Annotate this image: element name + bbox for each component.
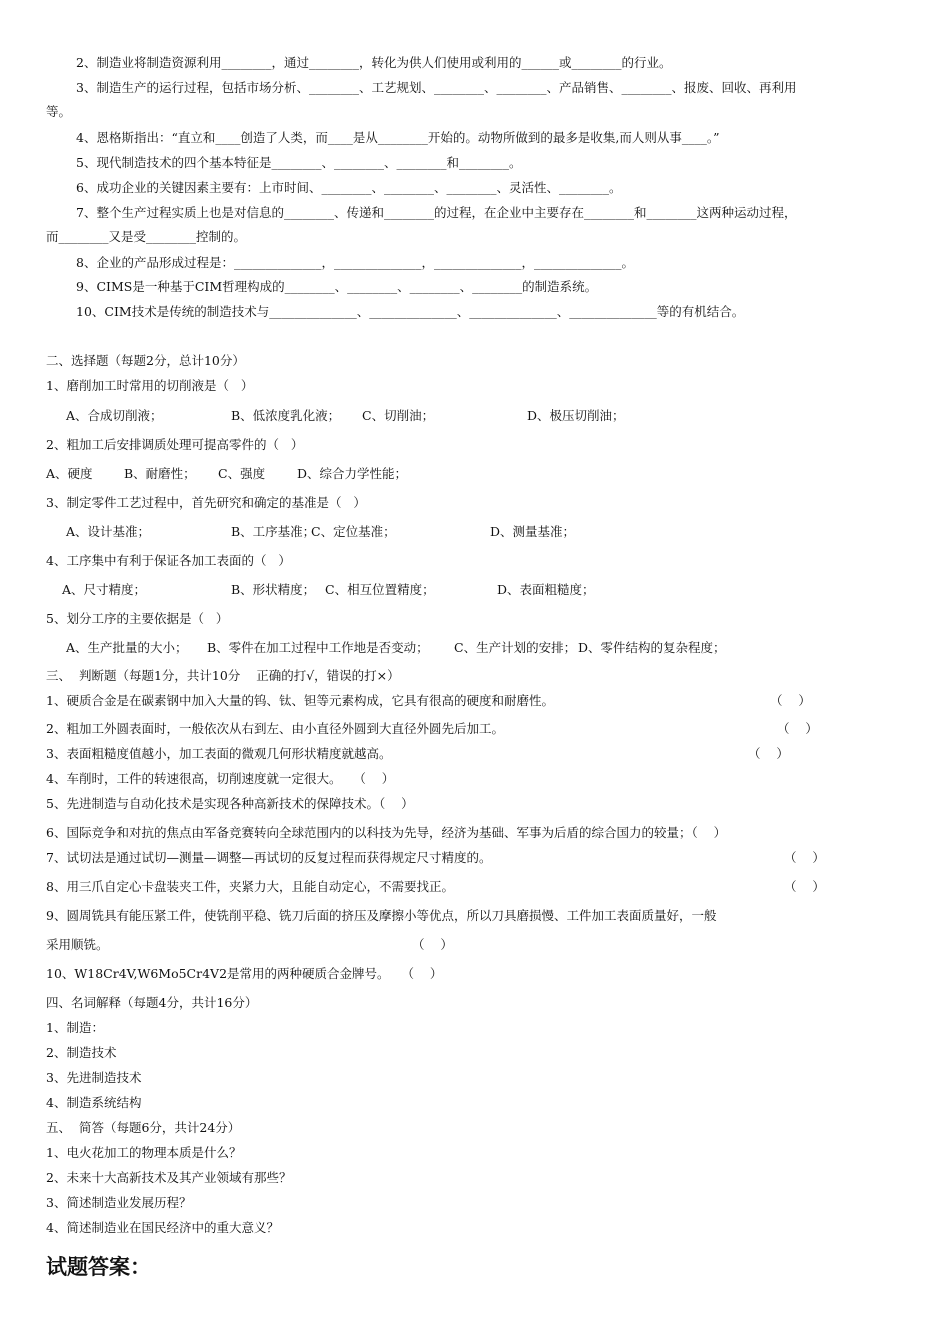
fill-blank-q3-cont: 等。 bbox=[46, 104, 72, 119]
choice-q1-b: B、低浓度乳化液； bbox=[231, 408, 341, 423]
short-item-4: 4、简述制造业在国民经济中的重大意义？ bbox=[46, 1220, 279, 1235]
choice-q4-d: D、表面粗糙度； bbox=[497, 582, 595, 597]
fill-blank-q2: 2、制造业将制造资源利用________，通过________，转化为供人们使用或利用的______或________的行业。 bbox=[76, 55, 672, 70]
choice-heading: 二、选择题（每题2分，总计10分） bbox=[46, 353, 245, 368]
terms-item-4: 4、制造系统结构 bbox=[46, 1095, 142, 1110]
terms-heading: 四、名词解释（每题4分，共计16分） bbox=[46, 995, 258, 1010]
judge-q3: 3、表面粗糙度值越小，加工表面的微观几何形状精度就越高。 bbox=[46, 746, 392, 761]
choice-q3-a: A、设计基准； bbox=[66, 524, 151, 539]
choice-q3: 3、制定零件工艺过程中，首先研究和确定的基准是（ ） bbox=[46, 495, 366, 510]
choice-q3-b: B、工序基准； bbox=[231, 524, 316, 539]
choice-q4-b: B、形状精度； bbox=[231, 582, 316, 597]
judge-q9-mark: （ ） bbox=[412, 937, 453, 952]
judge-q3-mark: （ ） bbox=[748, 746, 789, 761]
judge-q8: 8、用三爪自定心卡盘装夹工件，夹紧力大，且能自动定心，不需要找正。 bbox=[46, 879, 454, 894]
judge-q7: 7、试切法是通过试切—测量—调整—再试切的反复过程而获得规定尺寸精度的。 bbox=[46, 850, 492, 865]
choice-q2-d: D、综合力学性能； bbox=[297, 466, 408, 481]
choice-q1: 1、磨削加工时常用的切削液是（ ） bbox=[46, 378, 254, 393]
judge-q9: 9、圆周铣具有能压紧工件，使铣削平稳、铣刀后面的挤压及摩擦小等优点，所以刀具磨损慢、工件加工表面质量好，一般 bbox=[46, 908, 717, 923]
fill-blank-q3: 3、制造生产的运行过程，包括市场分析、________、工艺规划、________、________、产品销售、________、报废、回收、再利用 bbox=[76, 80, 797, 95]
judge-q10: 10、W18Cr4V,W6Mo5Cr4V2是常用的两种硬质合金牌号。 （ ） bbox=[46, 966, 443, 981]
judge-q5: 5、先进制造与自动化技术是实现各种高新技术的保障技术。（ ） bbox=[46, 796, 414, 811]
choice-q5: 5、划分工序的主要依据是（ ） bbox=[46, 611, 229, 626]
short-heading: 五、 简答（每题6分，共计24分） bbox=[46, 1120, 241, 1135]
judge-q1-mark: （ ） bbox=[770, 693, 811, 708]
fill-blank-q9: 9、CIMS是一种基于CIM哲理构成的________、________、________、________的制造系统。 bbox=[76, 279, 598, 294]
fill-blank-q5: 5、现代制造技术的四个基本特征是________、________、________和________。 bbox=[76, 155, 522, 170]
choice-q1-a: A、合成切削液； bbox=[66, 408, 163, 423]
judge-q9-cont: 采用顺铣。 bbox=[46, 937, 109, 952]
choice-q2-b: B、耐磨性； bbox=[124, 466, 196, 481]
fill-blank-q7-cont: 而________又是受________控制的。 bbox=[46, 229, 247, 244]
terms-item-1: 1、制造： bbox=[46, 1020, 104, 1035]
judge-q8-mark: （ ） bbox=[784, 879, 825, 894]
choice-q5-a: A、生产批量的大小； bbox=[66, 640, 188, 655]
judge-q6: 6、国际竞争和对抗的焦点由军备竞赛转向全球范围内的以科技为先导，经济为基础、军事为后盾的综合国力的较量；（ ） bbox=[46, 825, 727, 840]
judge-heading: 三、 判断题（每题1分，共计10分 正确的打√，错误的打×） bbox=[46, 668, 400, 683]
fill-blank-q7: 7、整个生产过程实质上也是对信息的________、传递和________的过程，在企业中主要存在________和________这两种运动过程， bbox=[76, 205, 797, 220]
choice-q5-b: B、零件在加工过程中工作地是否变动； bbox=[207, 640, 429, 655]
judge-q2-mark: （ ） bbox=[777, 721, 818, 736]
choice-q4-c: C、相互位置精度； bbox=[325, 582, 435, 597]
terms-item-2: 2、制造技术 bbox=[46, 1045, 117, 1060]
judge-q2: 2、粗加工外圆表面时，一般依次从右到左、由小直径外圆到大直径外圆先后加工。 bbox=[46, 721, 504, 736]
choice-q3-d: D、测量基准； bbox=[490, 524, 576, 539]
choice-q5-d: D、零件结构的复杂程度； bbox=[578, 640, 726, 655]
fill-blank-q4: 4、恩格斯指出：“直立和____创造了人类，而____是从________开始的。动物所做到的最多是收集,而人则从事____。” bbox=[76, 130, 720, 145]
choice-q4: 4、工序集中有利于保证各加工表面的（ ） bbox=[46, 553, 291, 568]
judge-q7-mark: （ ） bbox=[784, 850, 825, 865]
judge-q4: 4、车削时，工件的转速很高，切削速度就一定很大。 （ ） bbox=[46, 771, 395, 786]
choice-q1-d: D、极压切削油； bbox=[527, 408, 625, 423]
choice-q1-c: C、切削油； bbox=[362, 408, 435, 423]
fill-blank-q8: 8、企业的产品形成过程是：______________，______________，______________，______________。 bbox=[76, 255, 634, 270]
judge-q1: 1、硬质合金是在碳素钢中加入大量的钨、钛、钽等元素构成，它具有很高的硬度和耐磨性。 bbox=[46, 693, 554, 708]
short-item-3: 3、简述制造业发展历程？ bbox=[46, 1195, 192, 1210]
fill-blank-q6: 6、成功企业的关键因素主要有：上市时间、________、________、________、灵活性、________。 bbox=[76, 180, 622, 195]
choice-q2-c: C、强度 bbox=[218, 466, 266, 481]
choice-q5-c: C、生产计划的安排； bbox=[454, 640, 577, 655]
short-item-1: 1、电火花加工的物理本质是什么？ bbox=[46, 1145, 242, 1160]
choice-q3-c: C、定位基准； bbox=[311, 524, 396, 539]
fill-blank-q10: 10、CIM技术是传统的制造技术与______________、______________、______________、______________等的有机结合。 bbox=[76, 304, 745, 319]
choice-q4-a: A、尺寸精度； bbox=[62, 582, 147, 597]
choice-q2-a: A、硬度 bbox=[46, 466, 93, 481]
answers-title: 试题答案： bbox=[46, 1255, 151, 1279]
choice-q2: 2、粗加工后安排调质处理可提高零件的（ ） bbox=[46, 437, 304, 452]
terms-item-3: 3、先进制造技术 bbox=[46, 1070, 142, 1085]
short-item-2: 2、未来十大高新技术及其产业领域有那些？ bbox=[46, 1170, 292, 1185]
